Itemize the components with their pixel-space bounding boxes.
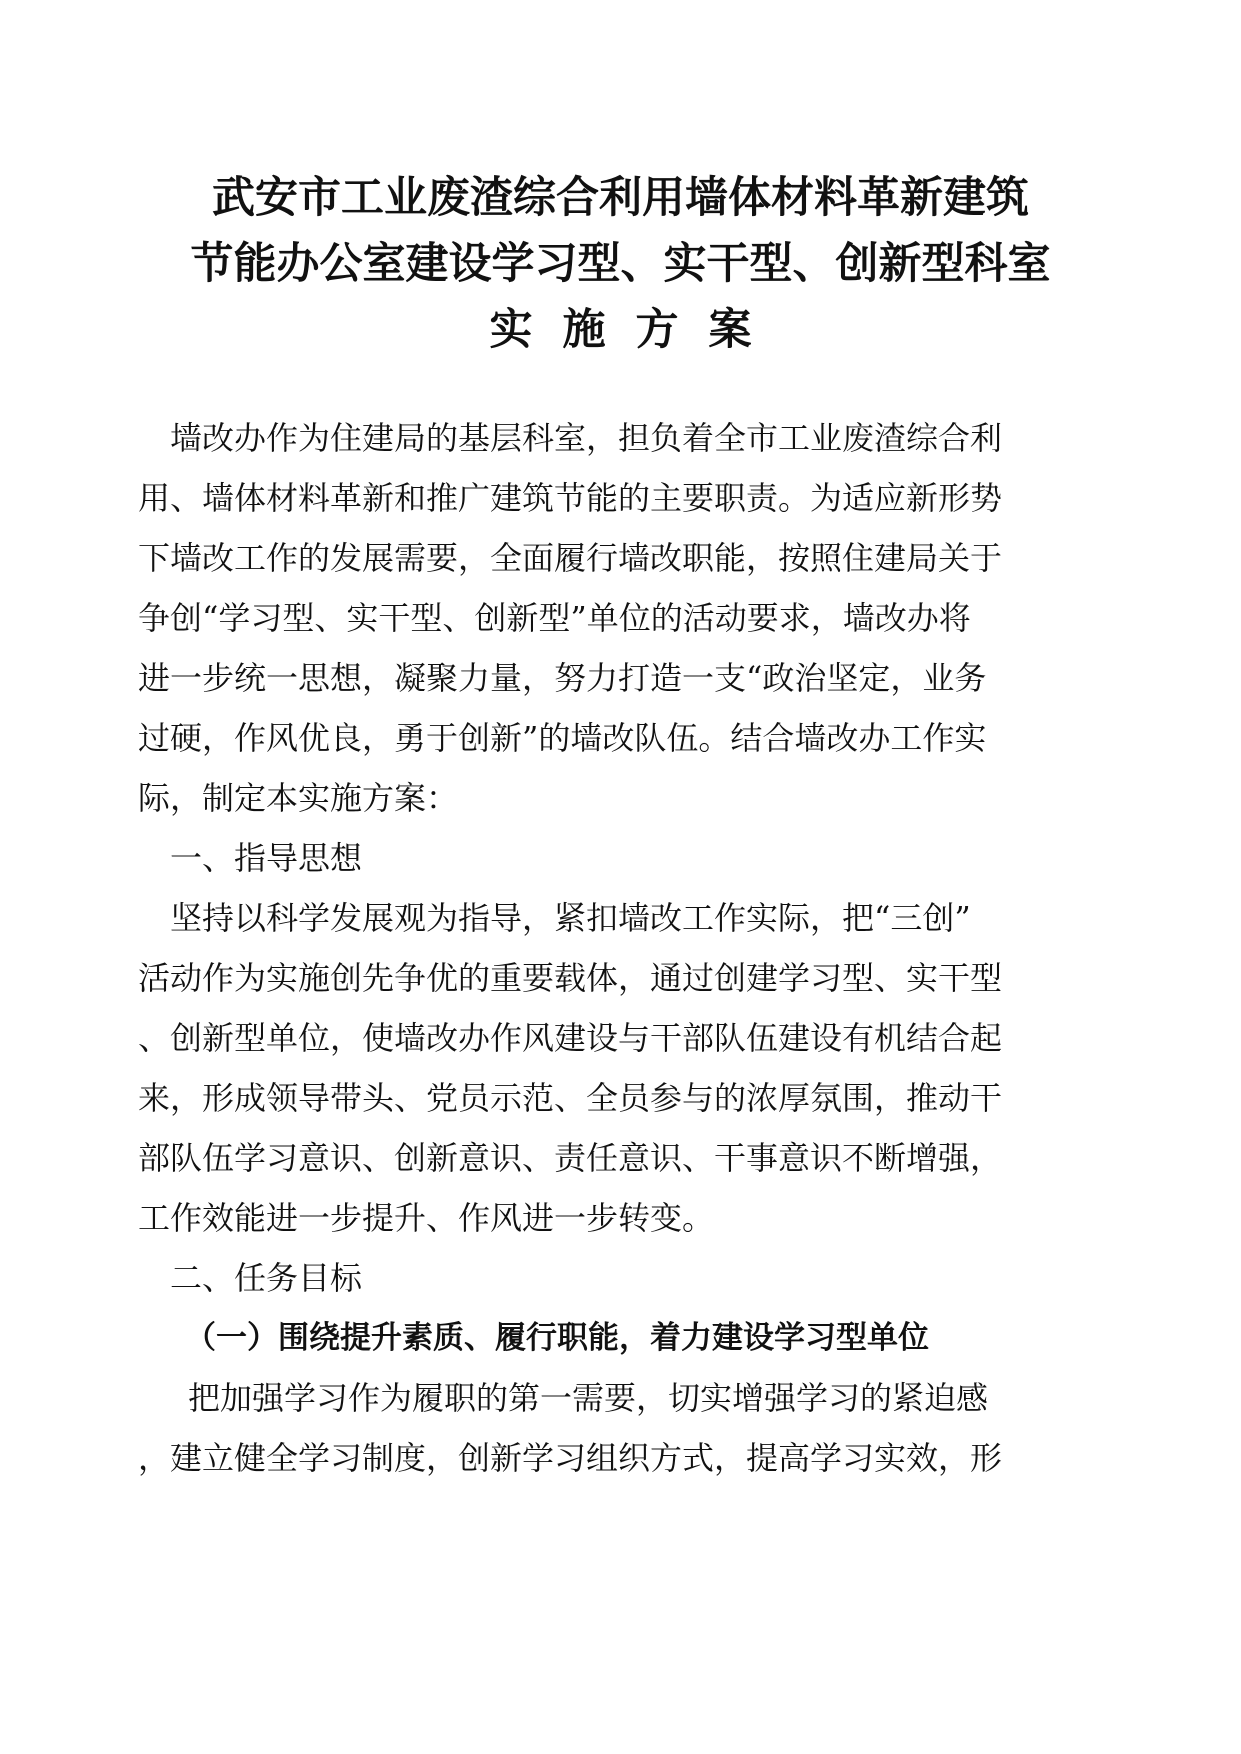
section2-line: 把加强学习作为履职的第一需要，切实增强学习的紧迫感 (188, 1379, 989, 1417)
document-title-line-3: 实施方案 (489, 305, 782, 355)
section1-line: 工作效能进一步提升、作风进一步转变。 (138, 1199, 715, 1237)
intro-line: 争创“学习型、实干型、创新型”单位的活动要求，墙改办将 (138, 599, 971, 637)
intro-line: 过硬，作风优良，勇于创新”的墙改队伍。结合墙改办工作实 (138, 719, 987, 757)
intro-line: 用、墙体材料革新和推广建筑节能的主要职责。为适应新形势 (138, 479, 1003, 517)
section1-line: 来，形成领导带头、党员示范、全员参与的浓厚氛围，推动干 (138, 1079, 1003, 1117)
intro-line: 进一步统一思想，凝聚力量，努力打造一支“政治坚定，业务 (138, 659, 987, 697)
section2-line: ，建立健全学习制度，创新学习组织方式，提高学习实效，形 (138, 1439, 1003, 1477)
subsection-heading-learning-unit: （一）围绕提升素质、履行职能，着力建设学习型单位 (185, 1320, 929, 1356)
section-heading-task-goals: 二、任务目标 (170, 1259, 363, 1297)
section1-line: 、创新型单位，使墙改办作风建设与干部队伍建设有机结合起 (138, 1019, 1003, 1057)
section-heading-guiding-ideology: 一、指导思想 (170, 839, 363, 877)
document-title-line-2: 节能办公室建设学习型、实干型、创新型科室 (190, 239, 1051, 289)
intro-line: 下墙改工作的发展需要，全面履行墙改职能，按照住建局关于 (138, 539, 1003, 577)
document-title-line-1: 武安市工业废渣综合利用墙体材料革新建筑 (212, 173, 1029, 223)
section1-line: 坚持以科学发展观为指导，紧扣墙改工作实际，把“三创” (170, 899, 971, 937)
section1-line: 活动作为实施创先争优的重要载体，通过创建学习型、实干型 (138, 959, 1003, 997)
section1-line: 部队伍学习意识、创新意识、责任意识、干事意识不断增强， (138, 1139, 1003, 1177)
intro-line: 际，制定本实施方案： (138, 779, 459, 817)
intro-line: 墙改办作为住建局的基层科室，担负着全市工业废渣综合利 (170, 419, 1003, 457)
